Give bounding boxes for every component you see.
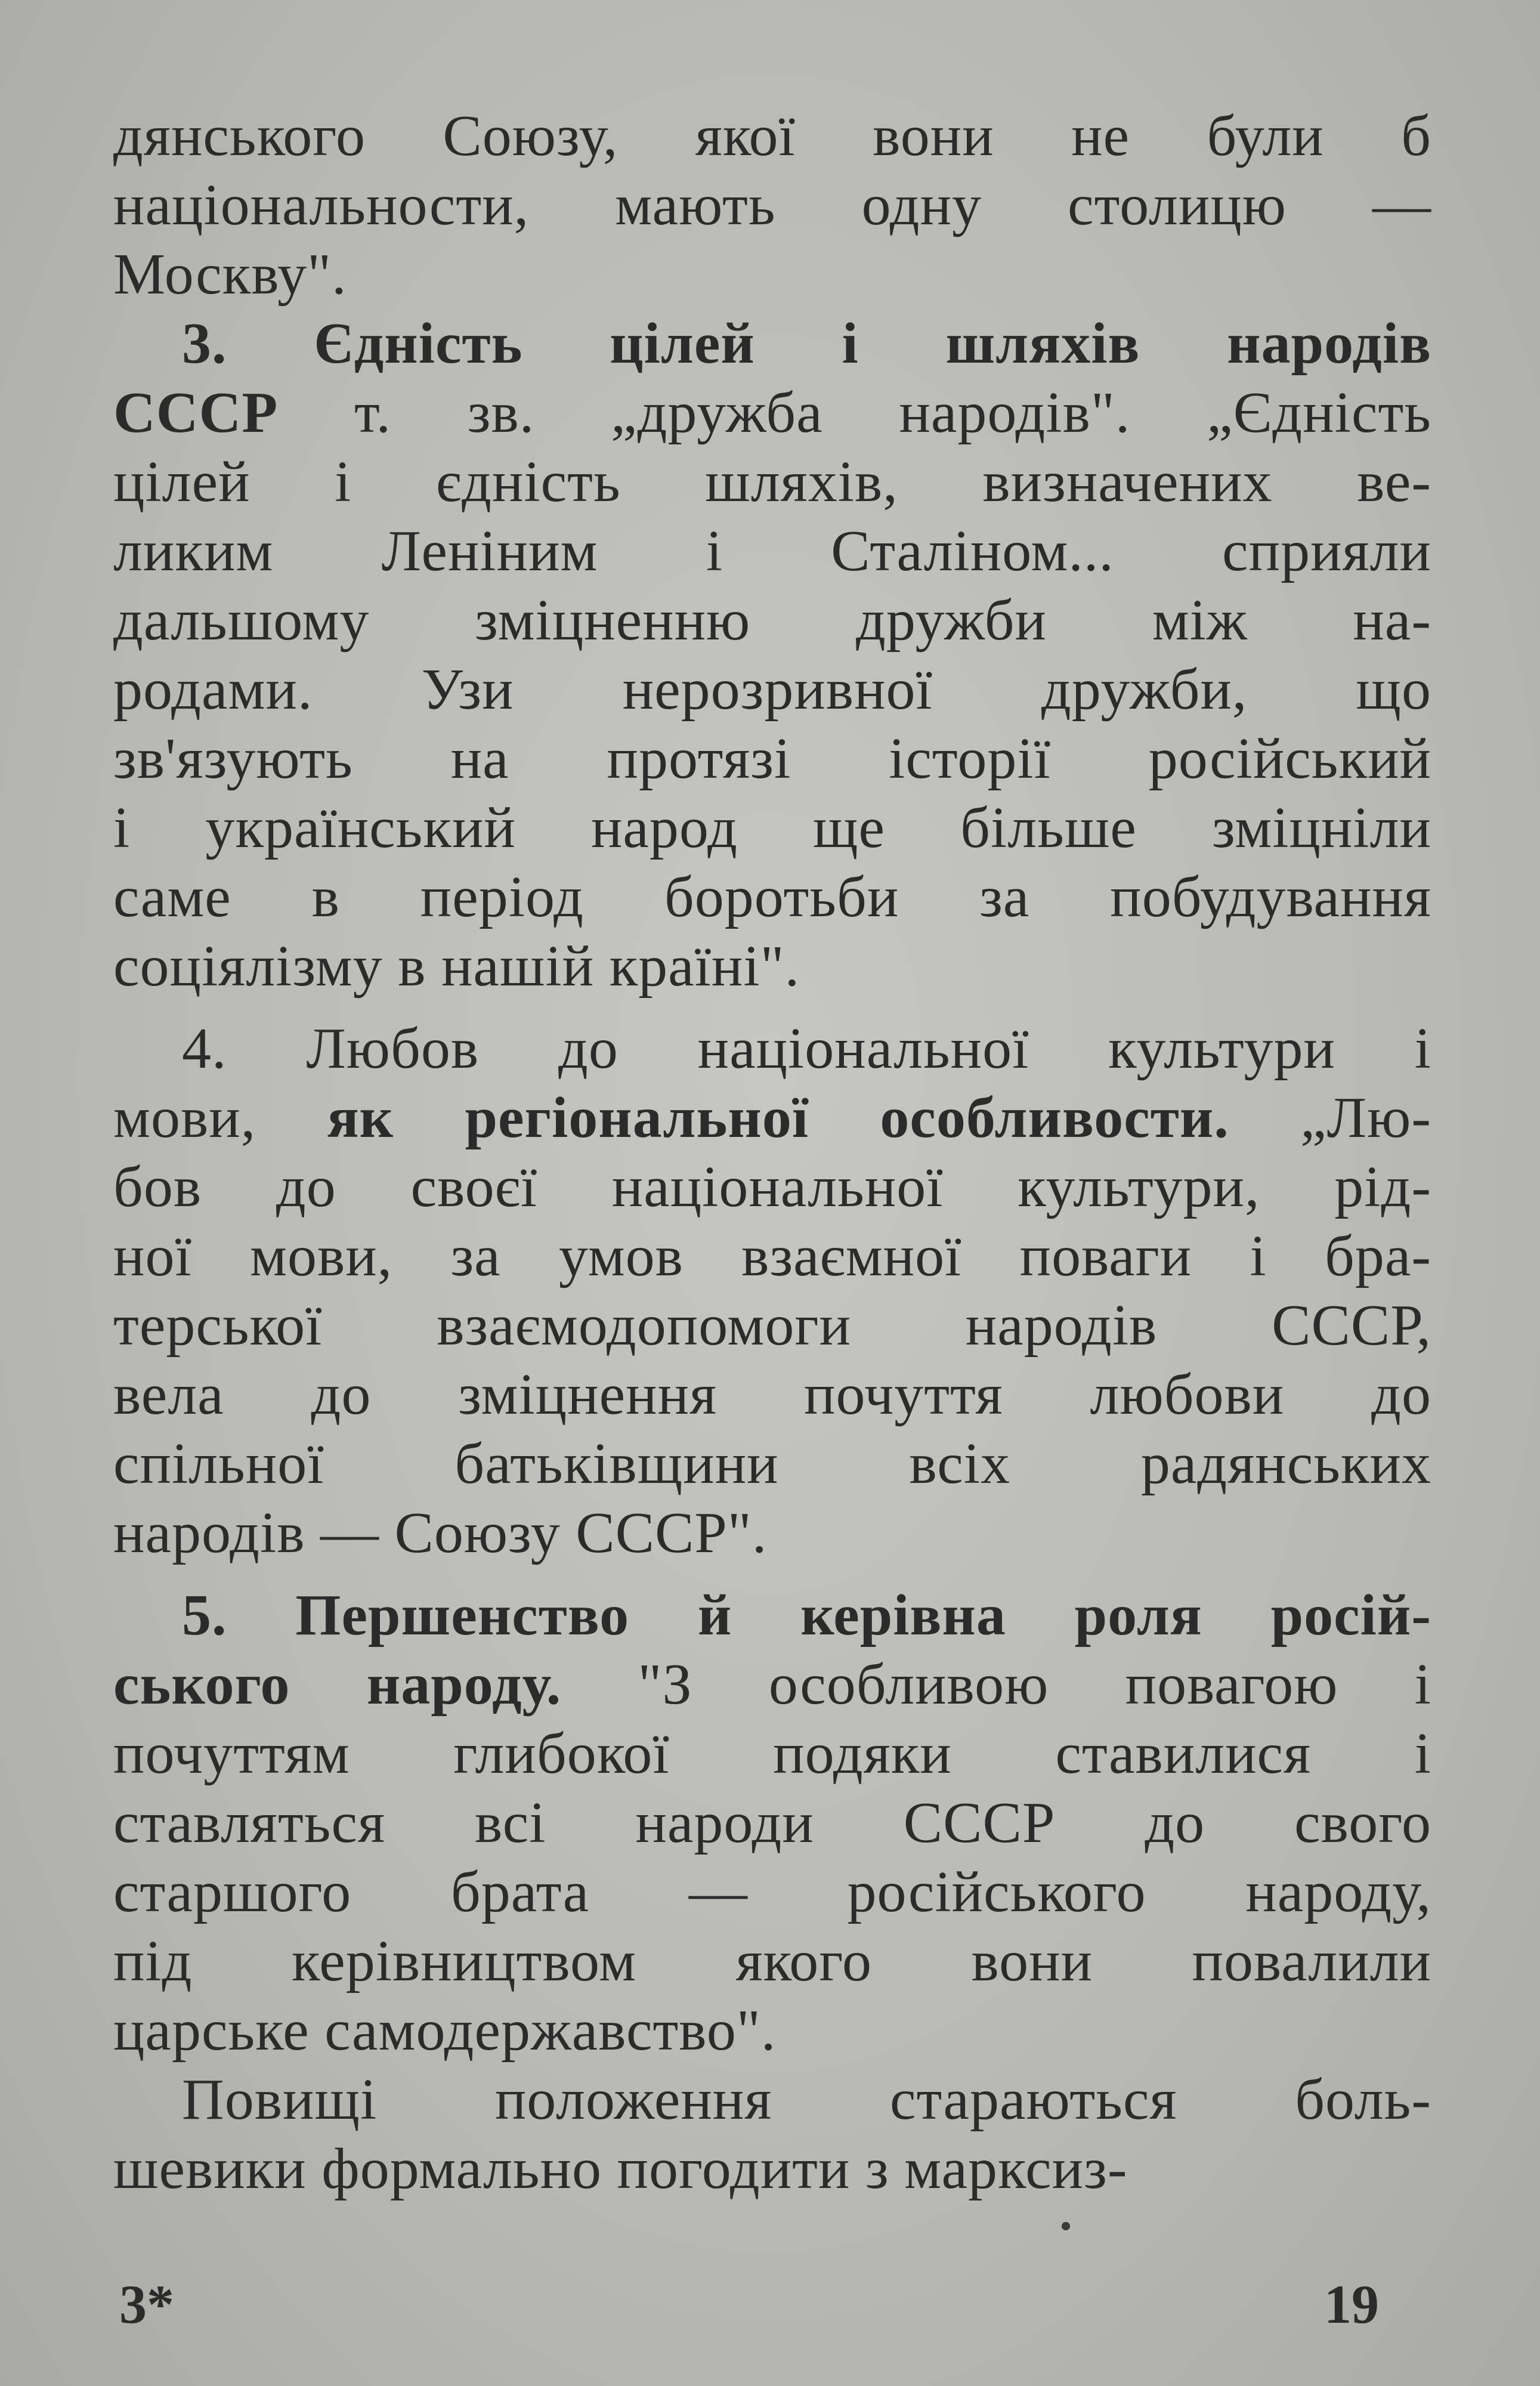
text-run: Повищі положення стараються боль-	[182, 2067, 1431, 2132]
text-run: дальшому зміцненню дружби між на-	[113, 588, 1431, 653]
bold-text: ського народу.	[113, 1652, 562, 1717]
text-run: цілей і єдність шляхів, визначених ве-	[113, 450, 1431, 514]
bold-text: як регіональної особливости.	[327, 1086, 1229, 1150]
text-run: почуттям глибокої подяки ставилися і	[113, 1721, 1431, 1786]
text-line	[113, 1858, 1431, 1927]
paragraph-gap	[113, 1001, 1431, 1014]
text-line	[113, 1429, 1431, 1498]
text-line	[113, 1788, 1431, 1858]
text-line	[113, 2134, 1431, 2203]
signature-mark: 3*	[119, 2274, 174, 2335]
paragraph	[113, 101, 1431, 309]
page-text	[113, 101, 1431, 2203]
text-line	[113, 655, 1431, 724]
bold-text: 3. Єдність цілей і шляхів народів	[182, 311, 1431, 376]
bold-text: 5. Першенство й керівна роля росій-	[182, 1583, 1431, 1648]
text-run: родами. Узи нерозривної дружби, що	[113, 657, 1431, 722]
text-line	[113, 1650, 1431, 1719]
text-run: вела до зміцнення почуття любови до	[113, 1362, 1431, 1427]
text-run: зв'язують на протязі історії російський	[113, 727, 1431, 791]
text-run: соціялізму в нашій країні".	[113, 934, 800, 999]
text-line	[113, 101, 1431, 171]
text-line	[113, 517, 1431, 586]
text-line	[113, 1996, 1431, 2065]
text-run: під керівництвом якого вони повалили	[113, 1929, 1431, 1994]
text-run: ликим Леніним і Сталіном... сприяли	[113, 519, 1431, 583]
text-run: мови,	[113, 1086, 327, 1150]
bold-text: СССР	[113, 381, 279, 445]
paragraph-gap	[113, 1568, 1431, 1581]
text-line	[113, 1083, 1431, 1152]
print-speck	[1062, 2222, 1070, 2230]
text-run: „Лю-	[1229, 1086, 1431, 1150]
text-line	[113, 240, 1431, 309]
text-run: 4. Любов до національної культури і	[182, 1016, 1431, 1081]
text-line	[113, 1222, 1431, 1291]
text-line	[113, 1152, 1431, 1222]
text-line	[113, 2065, 1431, 2134]
text-run: ної мови, за умов взаємної поваги і бра-	[113, 1224, 1431, 1288]
paragraph	[113, 2065, 1431, 2203]
text-run: царське самодержавство".	[113, 1998, 777, 2063]
text-line	[113, 1719, 1431, 1788]
text-line	[113, 1014, 1431, 1083]
text-run: спільної батьківщини всіх радянських	[113, 1432, 1431, 1496]
text-run: національности, мають одну столицю —	[113, 173, 1431, 237]
text-run: саме в період боротьби за побудування	[113, 865, 1431, 929]
text-line	[113, 309, 1431, 378]
paragraph	[113, 1014, 1431, 1568]
paragraph	[113, 1581, 1431, 2065]
text-run: народів — Союзу СССР".	[113, 1501, 768, 1565]
text-run: і український народ ще більше зміцніли	[113, 796, 1431, 860]
text-line	[113, 724, 1431, 793]
text-line	[113, 171, 1431, 240]
text-line	[113, 586, 1431, 655]
text-run: т. зв. „дружба народів". „Єдність	[278, 381, 1431, 445]
text-line	[113, 1927, 1431, 1996]
text-line	[113, 447, 1431, 517]
text-line	[113, 863, 1431, 932]
text-line	[113, 1581, 1431, 1650]
text-run: дянського Союзу, якої вони не були б	[113, 104, 1431, 168]
text-run: ставляться всі народи СССР до свого	[113, 1791, 1431, 1855]
text-line	[113, 793, 1431, 863]
text-run: терської взаємодопомоги народів СССР,	[113, 1293, 1431, 1358]
text-run: шевики формально погодити з марксиз-	[113, 2137, 1128, 2201]
page-number: 19	[1324, 2274, 1379, 2335]
text-line	[113, 1360, 1431, 1429]
text-run: Москву".	[113, 242, 347, 307]
text-run: бов до своєї національної культури, рід-	[113, 1155, 1431, 1219]
text-line	[113, 1291, 1431, 1360]
text-run: старшого брата — російського народу,	[113, 1860, 1431, 1924]
paragraph	[113, 309, 1431, 1001]
text-run: "З особливою повагою і	[561, 1652, 1432, 1717]
text-line	[113, 1498, 1431, 1568]
text-line	[113, 378, 1431, 447]
text-line	[113, 932, 1431, 1001]
